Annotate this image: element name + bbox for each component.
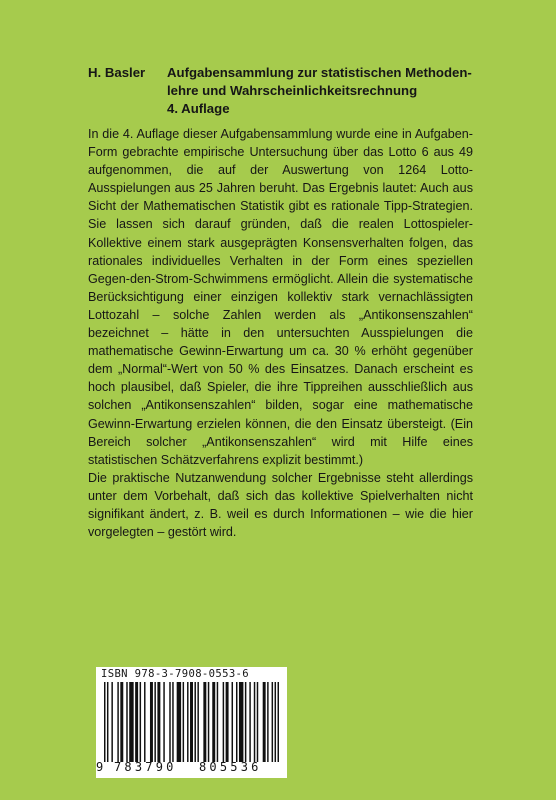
barcode-bar [194,682,195,762]
barcode-bar [104,682,105,762]
barcode-bar [172,682,173,762]
barcode-bar [177,682,181,762]
barcode-bar [187,682,188,762]
barcode-bar [169,682,170,762]
barcode-bar [208,682,209,762]
barcode-bar [245,682,246,762]
barcode-bar [254,682,255,762]
edition-line: 4. Auflage [167,101,230,116]
barcode-bar [278,682,279,762]
barcode-bar [140,682,141,762]
author-name: H. Basler [88,65,146,80]
barcode-bar [129,682,133,762]
barcode-first-digit: 9 [96,760,104,774]
barcode-bar [163,682,164,762]
barcode-bar [217,682,218,762]
barcode-bar [223,682,224,762]
isbn-number: ISBN 978-3-7908-0553-6 [101,668,250,680]
barcode-bar [249,682,250,762]
barcode-bar [267,682,268,762]
barcode-bar [150,682,153,762]
barcode-bar [272,682,273,762]
barcode-bar [135,682,138,762]
barcode-bar [226,682,229,762]
barcode-bar [107,682,108,762]
barcode-bar [203,682,206,762]
book-title [167,64,487,118]
barcode-bar [212,682,215,762]
barcode-icon [104,682,279,762]
barcode-bar [239,682,243,762]
barcode-bar [236,682,237,762]
barcode-bar [257,682,258,762]
barcode-bar [190,682,193,762]
barcode-bar [183,682,184,762]
title-line-1: Aufgabensammlung zur statistischen Methoden- [167,65,472,80]
barcode-bar [126,682,127,762]
barcode-bar [117,682,118,762]
barcode-label [96,667,287,778]
blurb-text [88,125,473,541]
barcode-bar [157,682,160,762]
blurb-paragraph-2: Die praktische Nutzanwendung solcher Ergebnisse steht allerdings unter dem Vorbehalt, daß sich das kollektive Spielverhalten nicht signifikant ändert, z. B. weil es durch Informationen – wie die hier vorgelegten – gestört wird. [88,470,473,540]
barcode-bar [120,682,123,762]
barcode-bar [154,682,155,762]
barcode-bar [197,682,198,762]
blurb-paragraph-1: In die 4. Auflage dieser Aufgabensammlung wurde eine in Aufgaben-Form gebrachte empirische Untersuchung über das Lotto 6 aus 49 aufgenommen, die auf der Auswertung von 1264 Lotto-Ausspielungen aus 25 Jahren beruht. Das Ergebnis lautet: Auch aus Sicht der Mathematischen Statistik gibt es rationale Tipp-Strategien. Sie lassen sich darauf gründen, daß die realen Lottospieler-Kollektive einem stark ausgeprägten Konsensverhalten folgen, das rationales individuelles Verhalten in der Form eines speziellen Gegen-den-Strom-Schwimmens ermöglicht. Allein die systematische Berücksichtigung einer einzigen kollektiv stark vernachlässigten Lottozahl – solche Zahlen werden als „Antikonsenszahlen“ bezeichnet – hätte in den untersuchten Ausspielungen die mathematische Gewinn-Erwartung um ca. 30 % erhöht gegenüber dem „Normal“-Wert von 50 % des Einsatzes. Danach erscheint es hoch plausibel, daß Spieler, die ihre Tippreihen ausschließlich aus solchen „Antikonsenszahlen“ bilden, sogar eine mathematische Gewinn-Erwartung erzielen können, die den Einsatz übersteigt. (Ein Bereich solcher „Antikonsenszahlen“ wird mit Hilfe eines statistischen Schätzverfahrens explizit bestimmt.) [88,127,473,467]
barcode-bar [111,682,112,762]
barcode-bar [232,682,233,762]
barcode-bar [263,682,266,762]
barcode-right-digits: 805536 [199,760,262,774]
barcode-bar [144,682,145,762]
barcode-bar [275,682,276,762]
barcode-left-digits: 783790 [114,760,177,774]
title-line-2: lehre und Wahrscheinlichkeitsrechnung [167,83,418,98]
